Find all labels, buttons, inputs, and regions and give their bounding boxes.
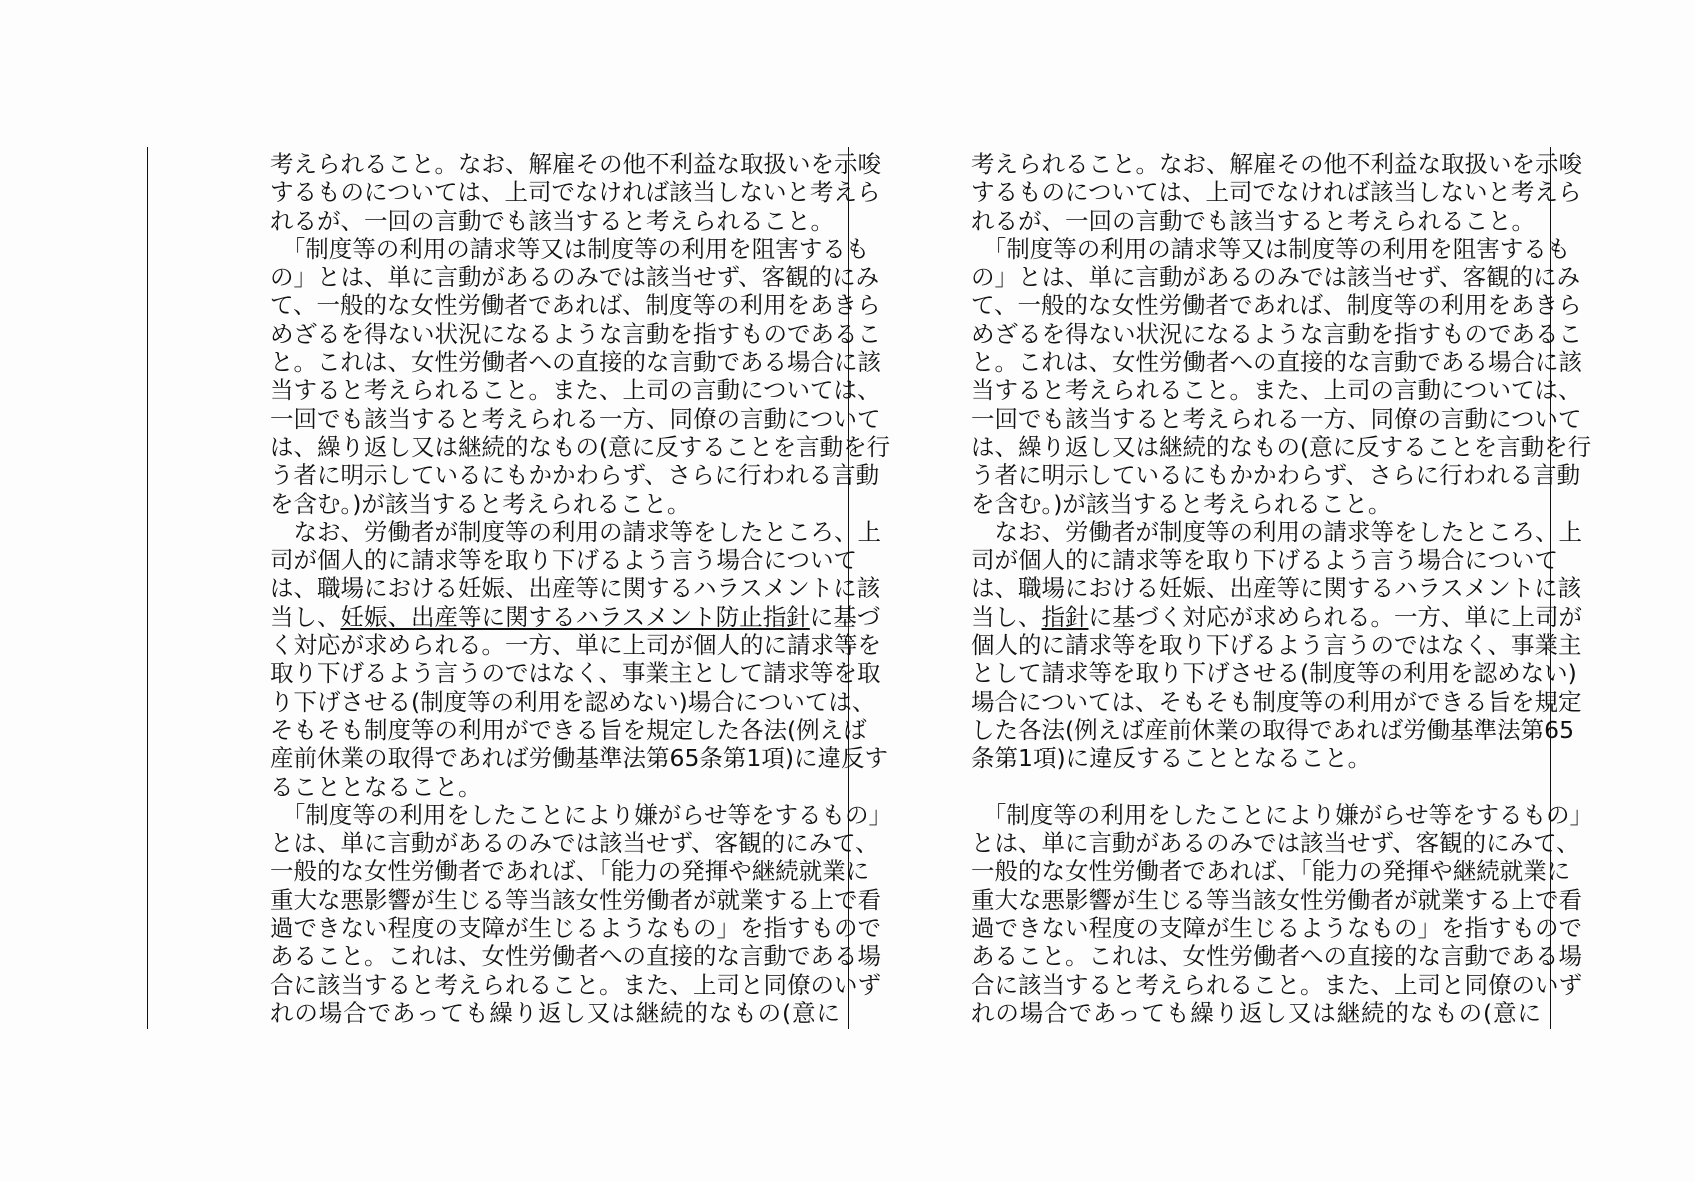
text-line <box>971 348 1582 377</box>
text-segment: 重大な悪影響が生じる等当該女性労働者が就業する上で看 <box>971 885 1582 914</box>
text-segment: れるが、一回の言動でも該当すると考えられること。 <box>971 206 1535 235</box>
text-line <box>270 744 889 773</box>
text-line <box>270 773 840 801</box>
text-line <box>971 517 1582 546</box>
text-line <box>270 574 881 603</box>
text-segment: なお、労働者が制度等の利用の請求等をしたところ、上 <box>971 517 1582 546</box>
text-segment: う者に明示しているにもかかわらず、さらに行われる言動 <box>971 461 1581 490</box>
text-line <box>971 829 1580 858</box>
text-segment: 考えられること。なお、解雇その他不利益な取扱いを示唆 <box>270 150 881 178</box>
text-line <box>270 942 881 971</box>
text-line <box>971 942 1582 971</box>
text-segment: は、職場における妊娠、出産等に関するハラスメントに該 <box>971 574 1582 603</box>
text-line <box>270 291 881 320</box>
text-line <box>971 319 1582 348</box>
text-segment: とは、単に言動があるのみでは該当せず、客観的にみて、 <box>971 829 1580 858</box>
text-line <box>270 602 881 631</box>
text-line <box>971 800 1594 829</box>
text-line <box>270 404 881 433</box>
text-segment: 当し、 <box>971 602 1042 631</box>
text-segment: 一回でも該当すると考えられる一方、同僚の言動について <box>971 404 1582 433</box>
text-line <box>971 207 1541 235</box>
text-segment: 当すると考えられること。また、上司の言動については、 <box>270 376 881 405</box>
text-line <box>270 178 881 207</box>
text-line <box>270 517 881 546</box>
text-segment: した各法(例えば産前休業の取得であれば労働基準法第65 <box>971 715 1575 744</box>
text-segment: 「制度等の利用の請求等又は制度等の利用を阻害するも <box>270 234 870 263</box>
text-line <box>270 659 881 688</box>
text-segment: 一回でも該当すると考えられる一方、同僚の言動について <box>270 404 881 433</box>
text-segment: の」とは、単に言動があるのみでは該当せず、客観的にみ <box>270 263 880 292</box>
text-segment: 条第1項)に違反することとなること。 <box>971 744 1372 773</box>
text-line <box>971 404 1582 433</box>
text-line <box>270 461 880 490</box>
text-segment: 過できない程度の支障が生じるようなもの」を指すもので <box>971 914 1582 943</box>
text-segment: は、繰り返し又は継続的なもの(意に反することを言動を行 <box>971 432 1592 461</box>
left-page-text <box>270 150 893 1027</box>
text-segment: 「制度等の利用をしたことにより嫌がらせ等をするもの」 <box>971 800 1594 829</box>
text-line <box>270 914 881 943</box>
blank-line <box>971 773 1541 801</box>
underlined-text: 指針 <box>1041 602 1089 631</box>
text-line <box>971 631 1582 660</box>
text-segment: 合に該当すると考えられること。また、上司と同僚のいず <box>270 970 881 999</box>
right-page-text <box>971 150 1594 1027</box>
text-line <box>971 461 1581 490</box>
text-segment: 重大な悪影響が生じる等当該女性労働者が就業する上で看 <box>270 885 881 914</box>
text-segment: 一般的な女性労働者であれば、「能力の発揮や継続就業に <box>270 857 870 886</box>
text-segment: そもそも制度等の利用ができる旨を規定した各法(例えば <box>270 715 867 744</box>
text-line <box>971 999 1541 1027</box>
text-segment: を含む。)が該当すると考えられること。 <box>971 489 1392 518</box>
text-line <box>971 376 1582 405</box>
text-segment: あること。これは、女性労働者への直接的な言動である場 <box>270 942 881 971</box>
text-line <box>971 687 1582 716</box>
text-line <box>971 857 1571 886</box>
text-line <box>270 999 840 1027</box>
text-segment: あること。これは、女性労働者への直接的な言動である場 <box>971 942 1582 971</box>
text-segment: て、一般的な女性労働者であれば、制度等の利用をあきら <box>270 291 881 320</box>
text-line <box>971 970 1582 999</box>
text-segment: に基づ <box>809 602 881 631</box>
text-line <box>270 376 881 405</box>
text-segment: 「制度等の利用をしたことにより嫌がらせ等をするもの」 <box>270 800 893 829</box>
text-segment: の」とは、単に言動があるのみでは該当せず、客観的にみ <box>971 263 1581 292</box>
text-segment: て、一般的な女性労働者であれば、制度等の利用をあきら <box>971 291 1582 320</box>
text-segment: ることとなること。 <box>270 772 482 801</box>
text-line <box>971 574 1582 603</box>
text-segment: 考えられること。なお、解雇その他不利益な取扱いを示唆 <box>971 150 1582 178</box>
text-segment: 一般的な女性労働者であれば、「能力の発揮や継続就業に <box>971 857 1571 886</box>
text-segment: 司が個人的に請求等を取り下げるよう言う場合について <box>971 546 1559 575</box>
text-line <box>270 546 858 575</box>
text-segment: れの場合であっても繰り返し又は継続的なもの(意に <box>270 998 840 1027</box>
text-segment: と。これは、女性労働者への直接的な言動である場合に該 <box>270 348 881 377</box>
text-line <box>971 490 1541 518</box>
text-line <box>270 631 881 660</box>
text-segment: う者に明示しているにもかかわらず、さらに行われる言動 <box>270 461 880 490</box>
text-line <box>270 800 893 829</box>
text-segment: なお、労働者が制度等の利用の請求等をしたところ、上 <box>270 517 881 546</box>
text-line <box>971 602 1582 631</box>
text-segment: は、職場における妊娠、出産等に関するハラスメントに該 <box>270 574 881 603</box>
text-segment: 当し、 <box>270 602 341 631</box>
text-segment: り下げさせる(制度等の利用を認めない)場合については、 <box>270 687 876 716</box>
text-segment: 合に該当すると考えられること。また、上司と同僚のいず <box>971 970 1582 999</box>
text-line <box>270 348 881 377</box>
text-line <box>270 234 870 263</box>
text-segment: 取り下げるよう言うのではなく、事業主として請求等を取 <box>270 659 881 688</box>
text-line <box>270 970 881 999</box>
text-line <box>270 857 870 886</box>
text-line <box>971 178 1582 207</box>
text-segment: めざるを得ない状況になるような言動を指すものであるこ <box>971 319 1582 348</box>
text-line <box>270 319 881 348</box>
text-segment: として請求等を取り下げさせる(制度等の利用を認めない) <box>971 659 1577 688</box>
text-line <box>270 263 880 292</box>
text-line <box>971 432 1592 461</box>
text-segment: するものについては、上司でなければ該当しないと考えら <box>270 178 881 207</box>
text-line <box>971 885 1582 914</box>
text-line <box>270 150 881 178</box>
text-segment: く対応が求められる。一方、単に上司が個人的に請求等を <box>270 631 881 660</box>
text-line <box>270 885 881 914</box>
text-line <box>971 914 1582 943</box>
text-line <box>971 291 1582 320</box>
text-segment: に基づく対応が求められる。一方、単に上司が <box>1088 602 1582 631</box>
text-segment: 産前休業の取得であれば労働基準法第65条第1項)に違反す <box>270 744 889 773</box>
text-segment: を含む。)が該当すると考えられること。 <box>270 489 691 518</box>
text-line <box>270 432 891 461</box>
text-segment: 当すると考えられること。また、上司の言動については、 <box>971 376 1582 405</box>
text-segment: れの場合であっても繰り返し又は継続的なもの(意に <box>971 998 1541 1027</box>
text-segment: 個人的に請求等を取り下げるよう言うのではなく、事業主 <box>971 631 1582 660</box>
text-line <box>270 829 879 858</box>
text-segment: と。これは、女性労働者への直接的な言動である場合に該 <box>971 348 1582 377</box>
text-segment: 「制度等の利用の請求等又は制度等の利用を阻害するも <box>971 234 1571 263</box>
text-line <box>971 234 1571 263</box>
text-segment: れるが、一回の言動でも該当すると考えられること。 <box>270 206 834 235</box>
text-line <box>971 659 1577 688</box>
text-segment: は、繰り返し又は継続的なもの(意に反することを言動を行 <box>270 432 891 461</box>
left-page-border-left <box>147 147 148 1029</box>
text-segment: とは、単に言動があるのみでは該当せず、客観的にみて、 <box>270 829 879 858</box>
text-line <box>270 490 840 518</box>
text-segment: 過できない程度の支障が生じるようなもの」を指すもので <box>270 914 881 943</box>
text-line <box>971 715 1575 744</box>
text-line <box>971 263 1581 292</box>
text-line <box>971 546 1559 575</box>
text-segment: 場合については、そもそも制度等の利用ができる旨を規定 <box>971 687 1582 716</box>
text-line <box>270 687 876 716</box>
text-line <box>971 744 1541 772</box>
text-segment: 司が個人的に請求等を取り下げるよう言う場合について <box>270 546 858 575</box>
text-line <box>270 207 840 235</box>
underlined-text: 妊娠、出産等に関するハラスメント防止指針 <box>340 602 810 631</box>
text-line <box>270 715 867 744</box>
text-line <box>971 150 1582 178</box>
text-segment: するものについては、上司でなければ該当しないと考えら <box>971 178 1582 207</box>
text-segment: めざるを得ない状況になるような言動を指すものであるこ <box>270 319 881 348</box>
